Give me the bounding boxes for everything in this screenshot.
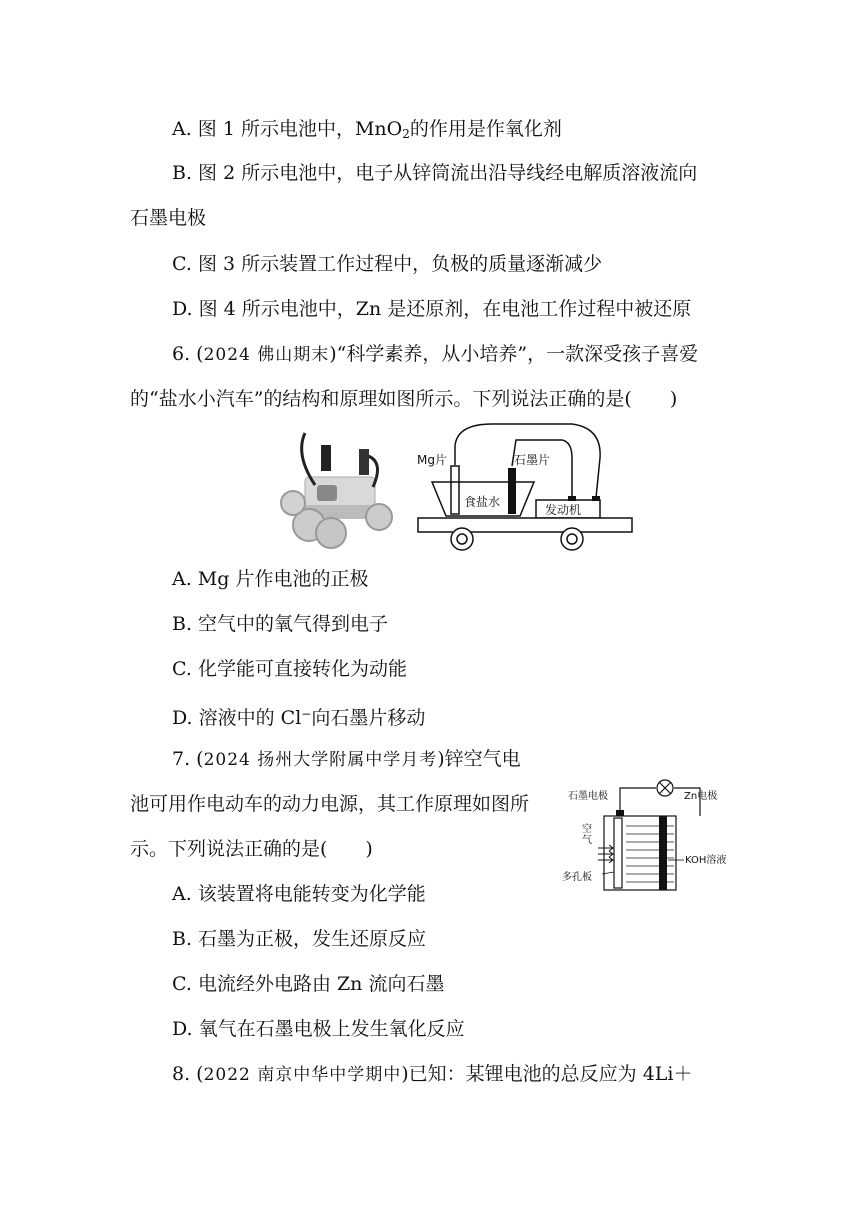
mg-strip [451,466,459,514]
q6-option-d-prefix: D. 溶液中的 Cl [172,707,302,729]
label-koh: KOH溶液 [685,855,727,866]
zinc-air-battery-diagram [560,768,740,900]
label-air: 空气 [582,824,592,846]
q5-option-b-line2: 石墨电极 [130,207,207,229]
q6-option-a: A. Mg 片作电池的正极 [172,568,369,590]
graphite-strip [508,468,516,514]
wire-graphite [512,440,572,498]
air-arrows [598,845,613,863]
q7-number: 7. ( [172,748,204,770]
label-salt-water: 食盐水 [464,495,501,509]
q6-option-b: B. 空气中的氧气得到电子 [172,613,389,635]
q5-option-c: C. 图 3 所示装置工作过程中，负极的质量逐渐减少 [172,253,603,275]
label-mg: Mg片 [417,453,447,467]
q6-option-d [172,701,425,731]
porous-plate [614,818,622,888]
q6-source: 2024 佛山期末 [203,345,330,365]
q6-option-d-superscript: − [301,707,312,721]
q5-option-a [172,116,562,147]
label-engine: 发动机 [545,503,582,517]
q8-stem-line1 [172,1061,693,1088]
label-graphite-electrode: 石墨电极 [568,791,608,802]
q7-stem-line2: 池可用作电动车的动力电源，其工作原理如图所 [130,793,530,815]
q7-option-d: D. 氧气在石墨电极上发生氧化反应 [172,1018,465,1040]
q6-number: 6. ( [172,343,204,365]
q7-stem-line1 [172,746,521,773]
q7-option-c: C. 电流经外电路由 Zn 流向石墨 [172,973,445,995]
external-wire-left [620,788,656,810]
q8-source: 2022 南京中华中学期中 [203,1065,402,1085]
q6-stem-line1 [172,341,698,368]
label-zn-electrode: Zn电极 [684,791,718,802]
q7-option-b: B. 石墨为正极，发生还原反应 [172,928,427,950]
q5-option-b-line1: B. 图 2 所示电池中，电子从锌筒流出沿导线经电解质溶液流向 [172,162,698,184]
salt-water-car-diagram [412,418,644,553]
q7-stem-line3: 示。下列说法正确的是( ) [130,838,373,860]
toy-car-wheel [316,518,346,548]
zinc-electrode [659,816,667,890]
q8-number: 8. ( [172,1063,204,1085]
q6-option-c: C. 化学能可直接转化为动能 [172,658,407,680]
q6-stem-line2: 的“盐水小汽车”的结构和原理如图所示。下列说法正确的是( ) [130,388,678,410]
car-body [418,518,632,532]
q5-option-a-subscript: 2 [402,127,410,141]
q8-stem-rest: )已知：某锂电池的总反应为 4Li＋ [401,1063,693,1085]
q5-option-a-suffix: 的作用是作氧化剂 [409,118,562,140]
q5-option-a-prefix: A. 图 1 所示电池中，MnO [172,118,403,140]
label-graphite: 石墨片 [514,453,551,467]
q7-option-a: A. 该装置将电能转变为化学能 [172,883,426,905]
label-porous-plate: 多孔板 [562,872,592,883]
toy-car-photo [275,425,410,550]
toy-car-wheel [281,491,305,515]
q7-source: 2024 扬州大学附属中学月考 [203,750,438,770]
q7-stem-rest: )锌空气电 [437,748,521,770]
toy-car-wheel [366,504,392,530]
q6-stem-rest: )“科学素养，从小培养”，一款深受孩子喜爱 [329,343,699,365]
q6-option-d-suffix: 向石墨片移动 [311,707,426,729]
q5-option-d: D. 图 4 所示电池中，Zn 是还原剂，在电池工作过程中被还原 [172,298,692,320]
